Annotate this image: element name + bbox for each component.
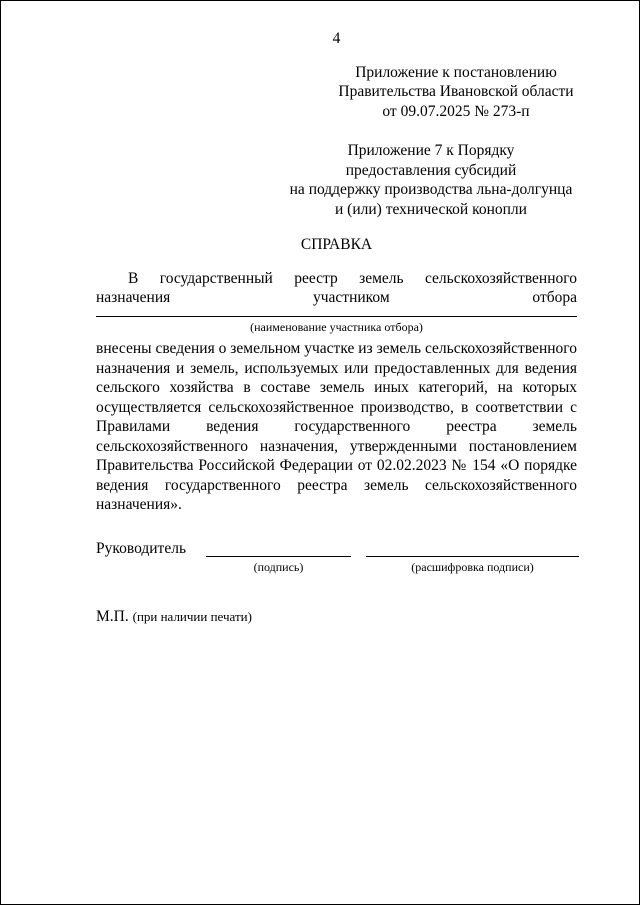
annex-line: Приложение 7 к Порядку xyxy=(347,142,515,160)
annex-line: и (или) технической конопли xyxy=(335,200,527,218)
stamp-note: (при наличии печати) xyxy=(132,608,252,624)
main-paragraph: внесены сведения о земельном участке из земель сельскохозяйственного назначения и земель, используемых или предоставленных для ведения сельского хозяйства в составе земель иных категорий, на которых осуществляется сельскохозяйственное производство, в соответствии с Правилами ведения государственного реестра земель сельскохозяйственного назначения, утвержденными постановлением Правительства Российской Федерации от 02.02.2023 № 154 «О порядке ведения государственного реестра земель сельскохозяйственного назначения». xyxy=(96,340,577,514)
document-title: СПРАВКА xyxy=(300,236,373,254)
signature-decode-caption: (расшифровка подписи) xyxy=(411,559,534,574)
blank-line-caption: (наименование участника отбора) xyxy=(250,319,423,334)
signature-area xyxy=(96,539,577,591)
annex-sub-reference-block xyxy=(285,141,577,219)
annex-line: от 09.07.2025 № 273-п xyxy=(382,102,530,120)
annex-line: Правительства Ивановской области xyxy=(338,83,574,101)
signature-label: Руководитель xyxy=(96,539,187,557)
document-content xyxy=(1,1,639,626)
signature-sign-caption: (подпись) xyxy=(253,559,304,574)
annex-reference-block xyxy=(335,63,577,122)
annex-line: Приложение к постановлению xyxy=(355,63,557,81)
annex-line: на поддержку производства льна-долгунца xyxy=(289,181,573,199)
stamp-row xyxy=(96,607,577,627)
intro-paragraph: В государственный реестр земель сельскохозяйственного назначения участником отбора xyxy=(96,269,577,307)
signature-sign-line xyxy=(206,540,351,557)
stamp-label: М.П. xyxy=(96,607,129,625)
participant-name-blank-line xyxy=(96,308,577,317)
page-number: 4 xyxy=(332,30,341,47)
signature-decode-line xyxy=(366,540,579,557)
annex-line: предоставления субсидий xyxy=(345,161,517,179)
